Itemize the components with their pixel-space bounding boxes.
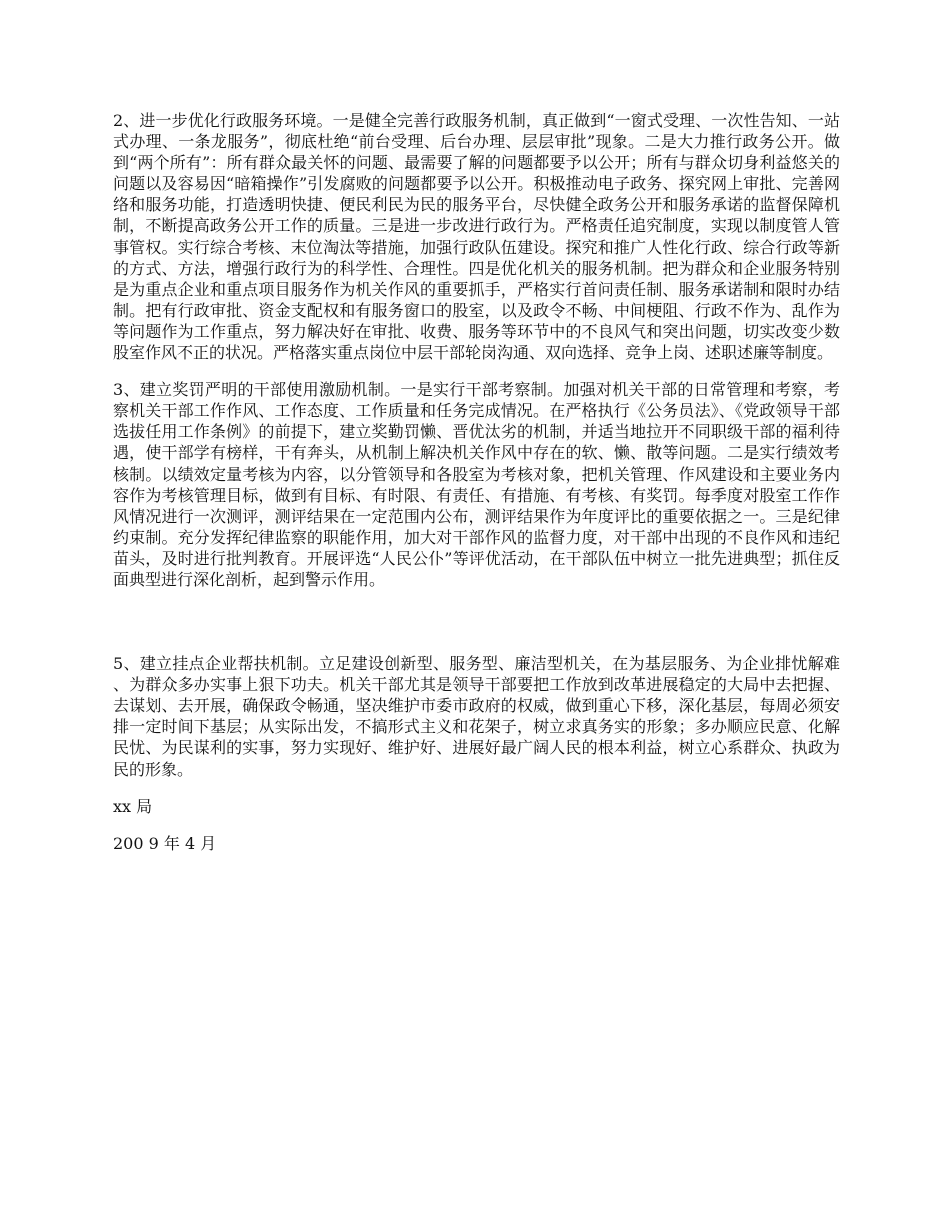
signature-date: 200 9 年 4 月 [113, 833, 217, 853]
paragraph-item-3: 3、建立奖罚严明的干部使用激励机制。一是实行干部考察制。加强对机关干部的日常管理和考察，考察机关干部工作作风、工作态度、工作质量和任务完成情况。在严格执行《公务员法》、《党政领导干部选拔任用工作条例》的前提下，建立奖勤罚懒、晋优汰劣的机制，并适当地拉开不同职级干部的福利待遇，使干部学有榜样，干有奔头，从机制上解决机关作风中存在的软、懒、散等问题。二是实行绩效考核制。以绩效定量考核为内容，以分管领导和各股室为考核对象，把机关管理、作风建设和主要业务内容作为考核管理目标，做到有目标、有时限、有责任、有措施、有考核、有奖罚。每季度对股室工作作风情况进行一次测评，测评结果在一定范围内公布，测评结果作为年度评比的重要依据之一。三是纪律约束制。充分发挥纪律监察的职能作用，加大对干部作风的监督力度，对干部中出现的不良作风和违纪苗头，及时进行批判教育。开展评选“人民公仆”等评优活动，在干部队伍中树立一批先进典型；抓住反面典型进行深化剖析，起到警示作用。 [113, 380, 840, 589]
paragraph-item-5: 5、建立挂点企业帮扶机制。立足建设创新型、服务型、廉洁型机关，在为基层服务、为企业排忧解难、为群众多办实事上狠下功夫。机关干部尤其是领导干部要把工作放到改革进展稳定的大局中去把握、去谋划、去开展，确保政令畅通，坚决维护市委市政府的权威，做到重心下移，深化基层，每周必须安排一定时间下基层；从实际出发，不搞形式主义和花架子，树立求真务实的形象；多办顺应民意、化解民忧、为民谋利的实事，努力实现好、维护好、进展好最广阔人民的根本利益，树立心系群众、执政为民的形象。 [113, 654, 840, 779]
document-page [113, 110, 840, 854]
signature-organization: xx 局 [113, 796, 153, 816]
paragraph-item-2: 2、进一步优化行政服务环境。一是健全完善行政服务机制，真正做到“一窗式受理、一次性告知、一站式办理、一条龙服务”，彻底杜绝“前台受理、后台办理、层层审批”现象。二是大力推行政务公开。做到“两个所有”：所有群众最关怀的问题、最需要了解的问题都要予以公开；所有与群众切身利益悠关的问题以及容易因“暗箱操作”引发腐败的问题都要予以公开。积极推动电子政务、探究网上审批、完善网络和服务功能，打造透明快捷、便民利民为民的服务平台，尽快健全政务公开和服务承诺的监督保障机制，不断提高政务公开工作的质量。三是进一步改进行政行为。严格责任追究制度，实现以制度管人管事管权。实行综合考核、末位淘汰等措施，加强行政队伍建设。探究和推广人性化行政、综合行政等新的方式、方法，增强行政行为的科学性、合理性。四是优化机关的服务机制。把为群众和企业服务特别是为重点企业和重点项目服务作为机关作风的重要抓手，严格实行首问责任制、服务承诺制和限时办结制。把有行政审批、资金支配权和有服务窗口的股室，以及政令不畅、中间梗阻、行政不作为、乱作为等问题作为工作重点，努力解决好在审批、收费、服务等环节中的不良风气和突出问题，切实改变少数股室作风不正的状况。严格落实重点岗位中层干部轮岗沟通、双向选择、竞争上岗、述职述廉等制度。 [113, 111, 840, 363]
